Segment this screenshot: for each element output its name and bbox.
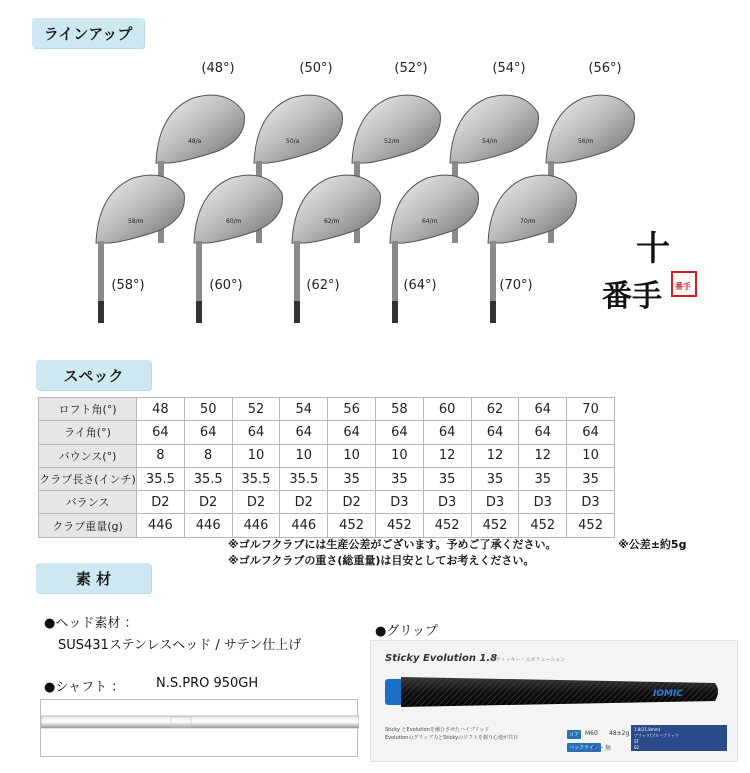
grip-chip-backline: バックライン xyxy=(569,745,599,751)
spec-cell: 446 xyxy=(137,514,185,537)
spec-cell: 10 xyxy=(280,444,328,467)
spec-row xyxy=(39,467,615,490)
grip-brand-mark: IOMIC xyxy=(653,689,683,699)
spec-cell: 35 xyxy=(328,467,376,490)
club-image-60 xyxy=(186,163,286,323)
spec-row xyxy=(39,491,615,514)
spec-cell: 452 xyxy=(471,514,519,537)
shaft-image xyxy=(40,699,358,757)
spec-cell: 12 xyxy=(423,444,471,467)
spec-row-label: バランス xyxy=(39,491,137,514)
grip-chip-core: コア xyxy=(569,732,580,738)
spec-cell: 35 xyxy=(567,467,615,490)
spec-cell: 70 xyxy=(567,398,615,421)
grip-spec-line: 1.8(21.8mm) xyxy=(634,727,661,732)
spec-cell: 446 xyxy=(232,514,280,537)
loft-label-60: (60°) xyxy=(209,278,243,293)
head-material-value: SUS431ステンレスヘッド / サテン仕上げ xyxy=(58,638,302,653)
brand-top: 十 xyxy=(636,229,670,269)
shaft-title: ●シャフト ： xyxy=(44,680,125,695)
grip-spec-line: ブラック/ブルーブラック xyxy=(634,733,679,738)
grip-weight-value: 48±2g xyxy=(609,730,630,737)
spec-cell: 35 xyxy=(423,467,471,490)
spec-cell: 452 xyxy=(423,514,471,537)
spec-cell: 35.5 xyxy=(232,467,280,490)
spec-cell: 64 xyxy=(375,421,423,444)
note-tolerance: ※ゴルフクラブには生産公差がございます。予めご了承ください。 xyxy=(228,538,557,551)
section-tab-material: 素 材 xyxy=(36,563,151,593)
spec-row-label: クラブ重量(g) xyxy=(39,514,137,537)
spec-cell: 64 xyxy=(519,398,567,421)
spec-cell: D2 xyxy=(184,491,232,514)
spec-cell: 50 xyxy=(184,398,232,421)
spec-cell: 12 xyxy=(471,444,519,467)
spec-cell: 35.5 xyxy=(184,467,232,490)
spec-cell: 64 xyxy=(328,421,376,444)
spec-cell: 8 xyxy=(137,444,185,467)
loft-label-64: (64°) xyxy=(403,278,437,293)
loft-label-54: (54°) xyxy=(492,61,526,76)
spec-cell: 10 xyxy=(567,444,615,467)
club-face-label: 48/a xyxy=(188,138,202,145)
spec-row-label: ロフト角(°) xyxy=(39,398,137,421)
club-face-label: 56/m xyxy=(578,138,594,145)
note-weight-estimate: ※ゴルフクラブの重さ(総重量)は目安としてお考えください。 xyxy=(228,554,535,567)
spec-cell: 60 xyxy=(423,398,471,421)
club-face-label: 58/m xyxy=(128,218,144,225)
spec-cell: 8 xyxy=(184,444,232,467)
spec-cell: 64 xyxy=(423,421,471,444)
club-image-64 xyxy=(382,163,482,323)
grip-core-value: M60 xyxy=(585,730,598,737)
spec-cell: 446 xyxy=(184,514,232,537)
brand-bottom: 番手 xyxy=(602,279,662,314)
club-face-label: 70/m xyxy=(520,218,536,225)
club-face-label: 60/m xyxy=(226,218,242,225)
spec-cell: 64 xyxy=(471,421,519,444)
loft-label-58: (58°) xyxy=(111,278,145,293)
spec-cell: 446 xyxy=(280,514,328,537)
shaft-value: N.S.PRO 950GH xyxy=(156,676,259,691)
spec-cell: 64 xyxy=(280,421,328,444)
loft-label-50: (50°) xyxy=(299,61,333,76)
grip-image xyxy=(385,675,725,709)
club-lineup xyxy=(80,55,640,325)
spec-row-label: クラブ長さ(インチ) xyxy=(39,467,137,490)
spec-cell: 64 xyxy=(137,421,185,444)
spec-cell: 35.5 xyxy=(137,467,185,490)
spec-row xyxy=(39,444,615,467)
spec-cell: 452 xyxy=(567,514,615,537)
grip-backline-value: 有・無 xyxy=(593,745,612,752)
loft-label-62: (62°) xyxy=(306,278,340,293)
spec-cell: 10 xyxy=(375,444,423,467)
grip-subtitle: スティッキー・エボリューション xyxy=(491,657,566,663)
spec-cell: D3 xyxy=(567,491,615,514)
spec-cell: D3 xyxy=(375,491,423,514)
spec-cell: 58 xyxy=(375,398,423,421)
spec-cell: 64 xyxy=(184,421,232,444)
head-material-title: ●ヘッド素材 ： xyxy=(44,616,138,631)
club-face-label: 52/m xyxy=(384,138,400,145)
spec-cell: D2 xyxy=(232,491,280,514)
spec-cell: D2 xyxy=(280,491,328,514)
club-face-label: 50/a xyxy=(286,138,300,145)
spec-cell: 64 xyxy=(519,421,567,444)
club-image-58 xyxy=(88,163,188,323)
spec-cell: 62 xyxy=(471,398,519,421)
brand-logo xyxy=(598,228,708,318)
spec-cell: 56 xyxy=(328,398,376,421)
spec-cell: 35.5 xyxy=(280,467,328,490)
spec-cell: 54 xyxy=(280,398,328,421)
spec-cell: 35 xyxy=(375,467,423,490)
club-image-70 xyxy=(480,163,580,323)
spec-cell: D3 xyxy=(471,491,519,514)
spec-row xyxy=(39,421,615,444)
spec-cell: D2 xyxy=(137,491,185,514)
spec-cell: 10 xyxy=(328,444,376,467)
club-image-62 xyxy=(284,163,384,323)
loft-label-56: (56°) xyxy=(588,61,622,76)
note-tolerance-weight: ※公差±約5g xyxy=(618,538,687,551)
spec-row xyxy=(39,514,615,537)
section-tab-lineup: ラインアップ xyxy=(32,18,144,48)
section-tab-spec: スペック xyxy=(36,360,151,390)
spec-cell: 10 xyxy=(232,444,280,467)
loft-label-70: (70°) xyxy=(499,278,533,293)
spec-cell: D3 xyxy=(423,491,471,514)
spec-cell: 35 xyxy=(471,467,519,490)
loft-label-48: (48°) xyxy=(201,61,235,76)
grip-panel xyxy=(370,640,738,762)
spec-cell: 452 xyxy=(328,514,376,537)
spec-cell: 64 xyxy=(567,421,615,444)
spec-cell: 35 xyxy=(519,467,567,490)
club-face-label: 62/m xyxy=(324,218,340,225)
spec-cell: 48 xyxy=(137,398,185,421)
grip-title: ●グリップ xyxy=(375,624,438,639)
spec-cell: 452 xyxy=(375,514,423,537)
spec-cell: 452 xyxy=(519,514,567,537)
brand-seal: 番手 xyxy=(675,281,691,291)
grip-desc-2: Evolutionのグリップ力とStickyのソフトを握り心地が共存 xyxy=(385,735,518,741)
spec-row-label: ライ角(°) xyxy=(39,421,137,444)
loft-label-52: (52°) xyxy=(394,61,428,76)
spec-cell: D2 xyxy=(328,491,376,514)
spec-row xyxy=(39,398,615,421)
spec-cell: 12 xyxy=(519,444,567,467)
spec-cell: D3 xyxy=(519,491,567,514)
spec-row-label: バウンス(°) xyxy=(39,444,137,467)
club-face-label: 54/m xyxy=(482,138,498,145)
grip-name: Sticky Evolution 1.8 xyxy=(385,653,498,664)
grip-desc-1: Sticky とEvolutionを融合させたハイブリッド xyxy=(385,727,490,733)
grip-spec-box xyxy=(631,725,727,751)
spec-table xyxy=(38,397,615,538)
grip-spec-line: 62 xyxy=(634,745,640,750)
grip-spec-line: ST xyxy=(634,739,639,744)
spec-cell: 52 xyxy=(232,398,280,421)
spec-cell: 64 xyxy=(232,421,280,444)
club-face-label: 64/m xyxy=(422,218,438,225)
